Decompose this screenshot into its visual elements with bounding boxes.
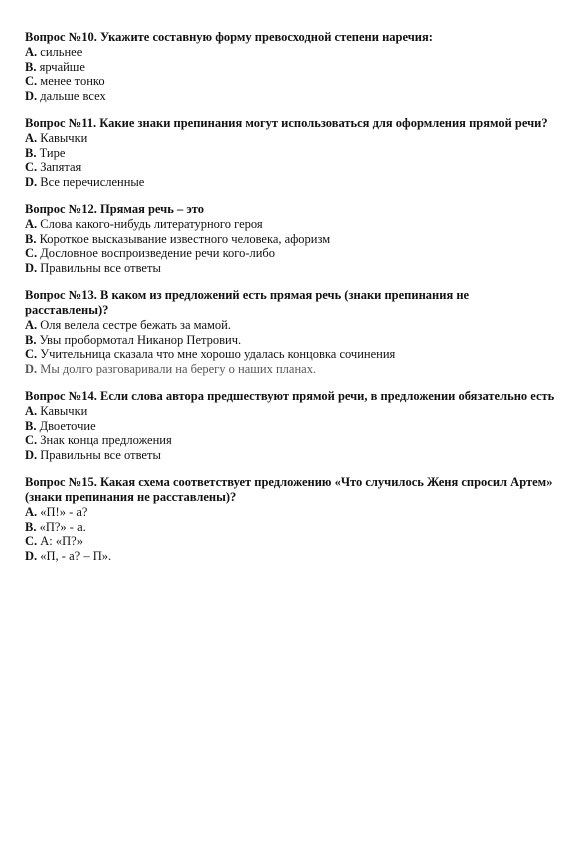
- answer-option-c: [25, 433, 555, 448]
- option-text: Увы пробормотал Никанор Петрович.: [39, 332, 242, 347]
- option-text: менее тонко: [40, 74, 105, 88]
- option-letter: C.: [25, 433, 38, 447]
- option-letter: A.: [25, 404, 38, 418]
- question-10: [25, 30, 555, 103]
- option-letter: D.: [25, 447, 38, 462]
- option-letter: B.: [25, 332, 37, 347]
- answer-option-c: [25, 347, 555, 362]
- option-letter: A.: [25, 45, 38, 59]
- answer-option-c: [25, 534, 555, 549]
- answer-option-b: [25, 232, 555, 247]
- option-letter: D.: [25, 548, 38, 563]
- option-text: Все перечисленные: [40, 174, 145, 189]
- answer-option-a: [25, 131, 555, 146]
- option-letter: C.: [25, 534, 38, 548]
- option-text: сильнее: [40, 45, 83, 59]
- question-title: Вопрос №11. Какие знаки препинания могут использоваться для оформления прямой речи?: [25, 116, 548, 130]
- option-text: Запятая: [40, 160, 82, 174]
- answer-option-b: [25, 146, 555, 161]
- answer-option-d: [25, 549, 555, 564]
- question-title: Вопрос №15. Какая схема соответствует предложению «Что случилось Женя спросил Артем» (знаки препинания не расставлены)?: [25, 475, 553, 504]
- option-letter: A.: [25, 505, 38, 519]
- option-text: Кавычки: [40, 131, 88, 145]
- option-text: «П?» - а.: [39, 519, 86, 534]
- answer-option-b: [25, 520, 555, 535]
- option-text: Тире: [39, 145, 66, 160]
- option-letter: A.: [25, 217, 38, 231]
- option-text: «П, - а? – П».: [40, 548, 112, 563]
- option-text: Дословное воспроизведение речи кого-либо: [40, 246, 276, 260]
- option-letter: B.: [25, 418, 37, 433]
- question-13: [25, 288, 555, 376]
- option-text: «П!» - а?: [40, 505, 88, 519]
- option-letter: D.: [25, 361, 38, 376]
- question-14: [25, 389, 555, 462]
- answer-option-c: [25, 160, 555, 175]
- option-text: Слова какого-нибудь литературного героя: [40, 217, 263, 231]
- option-text: ярчайше: [39, 59, 85, 74]
- answer-option-b: [25, 60, 555, 75]
- option-text: Знак конца предложения: [40, 433, 172, 447]
- option-letter: A.: [25, 318, 38, 332]
- option-letter: D.: [25, 88, 38, 103]
- option-text: Кавычки: [40, 404, 88, 418]
- option-letter: C.: [25, 160, 38, 174]
- question-15: [25, 475, 555, 563]
- question-11: [25, 116, 555, 189]
- answer-option-d: [25, 89, 555, 104]
- question-title: Вопрос №12. Прямая речь – это: [25, 202, 204, 216]
- option-letter: C.: [25, 347, 38, 361]
- option-letter: B.: [25, 59, 37, 74]
- answer-option-a: [25, 45, 555, 60]
- answer-option-c: [25, 246, 555, 261]
- answer-option-a: [25, 217, 555, 232]
- option-letter: C.: [25, 74, 38, 88]
- option-text: дальше всех: [40, 88, 106, 103]
- option-letter: D.: [25, 260, 38, 275]
- answer-option-a: [25, 404, 555, 419]
- option-text: Правильны все ответы: [40, 260, 161, 275]
- option-text: А: «П?»: [40, 534, 83, 548]
- answer-option-a: [25, 318, 555, 333]
- option-letter: D.: [25, 174, 38, 189]
- option-letter: B.: [25, 231, 37, 246]
- answer-option-c: [25, 74, 555, 89]
- option-text: Правильны все ответы: [40, 447, 161, 462]
- answer-option-b: [25, 333, 555, 348]
- option-text: Оля велела сестре бежать за мамой.: [40, 318, 231, 332]
- answer-option-d: [25, 175, 555, 190]
- option-text: Короткое высказывание известного человека, афоризм: [39, 231, 331, 246]
- option-letter: C.: [25, 246, 38, 260]
- option-letter: A.: [25, 131, 38, 145]
- question-title: Вопрос №10. Укажите составную форму превосходной степени наречия:: [25, 30, 433, 44]
- answer-option-b: [25, 419, 555, 434]
- option-letter: B.: [25, 145, 37, 160]
- question-title: Вопрос №14. Если слова автора предшествуют прямой речи, в предложении обязательно есть: [25, 389, 555, 403]
- option-text: Двоеточие: [39, 418, 96, 433]
- answer-option-d: [25, 362, 555, 377]
- question-title: Вопрос №13. В каком из предложений есть прямая речь (знаки препинания не расставлены)?: [25, 288, 470, 317]
- option-text: Учительница сказала что мне хорошо удалась концовка сочинения: [40, 347, 396, 361]
- option-text: Мы долго разговаривали на берегу о наших планах.: [40, 361, 317, 376]
- document-page: [25, 30, 555, 576]
- answer-option-a: [25, 505, 555, 520]
- answer-option-d: [25, 448, 555, 463]
- question-12: [25, 202, 555, 275]
- answer-option-d: [25, 261, 555, 276]
- option-letter: B.: [25, 519, 37, 534]
